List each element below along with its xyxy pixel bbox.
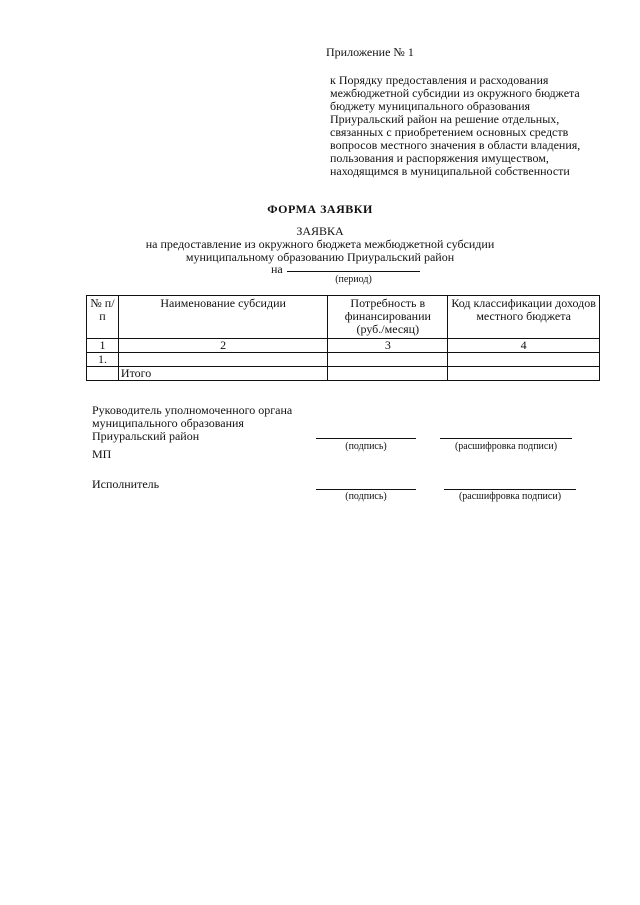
seal-label: МП <box>92 447 112 461</box>
executor-decoding-line[interactable] <box>444 489 576 490</box>
head-line: Руководитель уполномоченного органа <box>92 403 293 417</box>
request-line-1: на предоставление из окружного бюджета межбюджетной субсидии <box>145 237 495 251</box>
order-line: бюджету муниципального образования <box>330 99 531 113</box>
order-line: находящимся в муниципальной собственности <box>330 164 570 178</box>
empty-cell <box>87 367 119 381</box>
executor-signature-line[interactable] <box>316 489 416 490</box>
financing-cell[interactable] <box>328 353 448 367</box>
head-signature-caption: (подпись) <box>345 441 387 452</box>
head-signature-block <box>92 404 292 443</box>
total-code-cell <box>448 367 600 381</box>
order-line: межбюджетной субсидии из окружного бюджета <box>330 86 580 100</box>
head-signature-line[interactable] <box>316 438 416 439</box>
executor-label: Исполнитель <box>92 477 160 491</box>
table-row <box>87 353 600 367</box>
column-number: 2 <box>118 339 327 353</box>
table-header-row <box>87 296 600 339</box>
request-table <box>86 295 600 381</box>
appendix-label: Приложение № 1 <box>326 45 414 59</box>
request-line-2: муниципальному образованию Приуральский район <box>185 250 455 264</box>
column-number: 3 <box>328 339 448 353</box>
header-number: № п/п <box>87 296 119 339</box>
order-line: связанных с приобретением основных средств <box>330 125 569 139</box>
income-code-cell[interactable] <box>448 353 600 367</box>
period-input-line[interactable] <box>287 271 420 272</box>
table-total-row <box>87 367 600 381</box>
head-line: Приуральский район <box>92 429 200 443</box>
form-title: ФОРМА ЗАЯВКИ <box>267 202 373 216</box>
head-decoding-line[interactable] <box>440 438 572 439</box>
column-number: 4 <box>448 339 600 353</box>
request-title: ЗАЯВКА <box>296 224 344 238</box>
header-financing-need: Потребность в финансировании (руб./месяц) <box>328 296 448 339</box>
order-line: пользования и распоряжения имуществом, <box>330 151 549 165</box>
table-column-numbers-row <box>87 339 600 353</box>
head-decoding-caption: (расшифровка подписи) <box>454 441 558 452</box>
executor-signature-caption: (подпись) <box>345 491 387 502</box>
head-line: муниципального образования <box>92 416 244 430</box>
executor-decoding-caption: (расшифровка подписи) <box>458 491 562 502</box>
order-reference <box>330 74 610 178</box>
header-subsidy-name: Наименование субсидии <box>118 296 327 339</box>
order-line: Приуральский район на решение отдельных, <box>330 112 560 126</box>
period-caption: (период) <box>335 274 372 285</box>
row-number: 1. <box>87 353 119 367</box>
order-line: вопросов местного значения в области владения, <box>330 138 581 152</box>
period-prefix: на <box>271 262 283 276</box>
total-label: Итого <box>118 367 327 381</box>
column-number: 1 <box>87 339 119 353</box>
header-income-code: Код классификации доходов местного бюджета <box>448 296 600 339</box>
subsidy-name-cell[interactable] <box>118 353 327 367</box>
total-financing-cell[interactable] <box>328 367 448 381</box>
order-line: к Порядку предоставления и расходования <box>330 73 549 87</box>
